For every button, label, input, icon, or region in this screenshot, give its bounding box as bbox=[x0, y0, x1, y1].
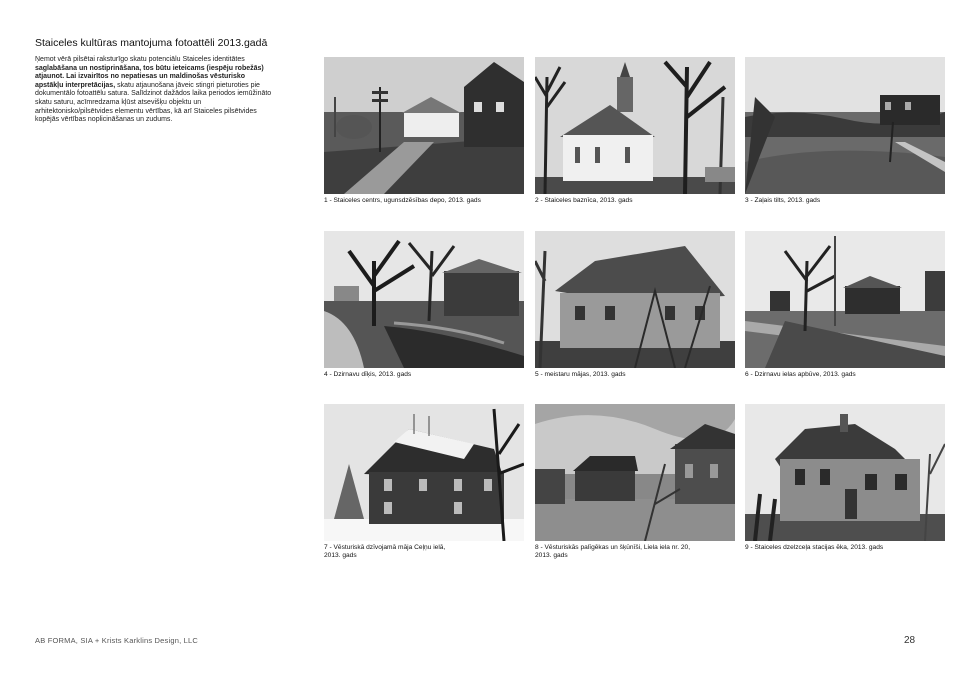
intro-text-1: Ņemot vērā pilsētai raksturīgo skatu potenciālu Staiceles identitātes bbox=[35, 56, 245, 63]
photo-6-caption: 6 - Dzirnavu ielas apbūve, 2013. gads bbox=[745, 371, 856, 378]
photo-5-masters-houses bbox=[535, 231, 735, 368]
page-title: Staiceles kultūras mantojuma fotoattēli 2013.gadā bbox=[35, 37, 268, 49]
photo-7-caption-line2: 2013. gads bbox=[324, 552, 357, 559]
photo-9-railway-station bbox=[745, 404, 945, 541]
photo-3-green-bridge bbox=[745, 57, 945, 194]
photo-8-caption bbox=[535, 544, 740, 560]
page-number: 28 bbox=[904, 635, 916, 646]
photo-1-caption: 1 - Staiceles centrs, ugunsdzēsības depo, 2013. gads bbox=[324, 197, 481, 204]
photo-5-caption: 5 - meistaru mājas, 2013. gads bbox=[535, 371, 626, 378]
photo-grid bbox=[324, 57, 944, 577]
photo-3-caption: 3 - Zaļais tilts, 2013. gads bbox=[745, 197, 821, 204]
intro-text-bold: saglabāšana un nostiprināšana, tos būtu ieteicams (iespēju robežās) atjaunot. Lai izvairītos no nepatiesas un maldinošas vēsturisko apstākļu interpretācijas, bbox=[35, 64, 264, 89]
photo-4-caption: 4 - Dzirnavu dīķis, 2013. gads bbox=[324, 371, 412, 378]
photo-1-town-center bbox=[324, 57, 524, 194]
photo-7-caption bbox=[324, 544, 529, 560]
photo-8-historic-outbuildings bbox=[535, 404, 735, 541]
footer-credits: AB FORMA, SIA + Krists Karklins Design, LLC bbox=[35, 636, 199, 645]
photo-9-caption: 9 - Staiceles dzelzceļa stacijas ēka, 2013. gads bbox=[745, 544, 884, 551]
intro-paragraph bbox=[35, 56, 275, 125]
photo-4-mill-pond bbox=[324, 231, 524, 368]
photo-7-caption-line1: 7 - Vēsturiskā dzīvojamā māja Ceļņu ielā, bbox=[324, 544, 446, 551]
photo-8-caption-line2: 2013. gads bbox=[535, 552, 568, 559]
photo-2-church bbox=[535, 57, 735, 194]
intro-text-2: skatu atjaunošana jāveic stingri pieturoties pie dokumentālo fotoattēlu satura. Salīdzinot dažādos laika periodos iemūžināto skatu saturu, acīmredzama kļūst atsevišķu objektu un arhitektonisko/pilsētvides elementu vērtības, kā arī Staiceles pilsētvides kopējās vērtības noplicināšanas un zudums. bbox=[35, 81, 272, 124]
photo-8-caption-line1: 8 - Vēsturiskās palīgēkas un šķūnīši, Liela iela nr. 20, bbox=[535, 544, 691, 551]
photo-7-historic-residential-house bbox=[324, 404, 524, 541]
photo-2-caption: 2 - Staiceles baznīca, 2013. gads bbox=[535, 197, 633, 204]
photo-6-mill-street bbox=[745, 231, 945, 368]
